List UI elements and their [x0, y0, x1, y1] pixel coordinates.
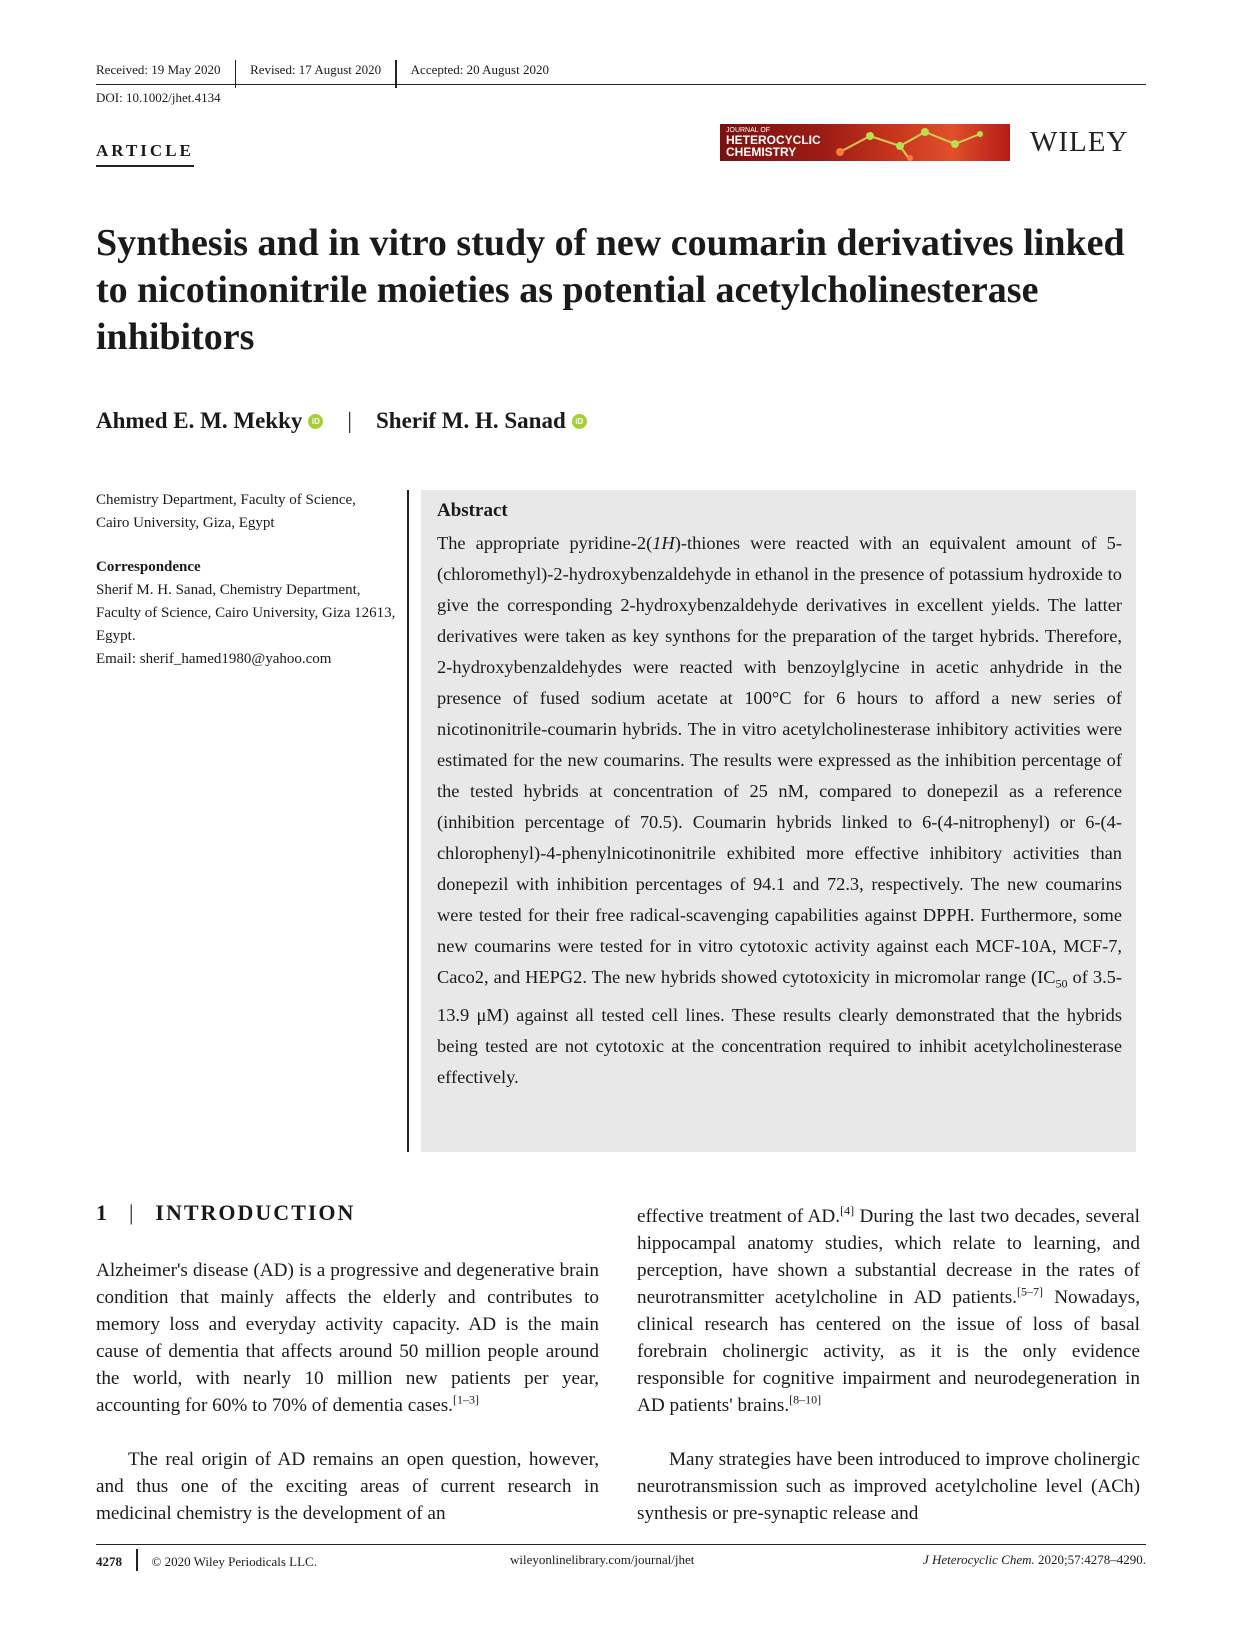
orcid-icon[interactable]: iD	[308, 414, 323, 429]
paragraph-text: Many strategies have been introduced to improve cholinergic neurotransmission such as improved acetylcholine level (ACh) synthesis or pre-synaptic release and	[637, 1449, 1140, 1524]
abstract-box	[421, 490, 1136, 1152]
body-paragraph	[637, 1203, 1140, 1419]
banner-line1: HETEROCYCLIC	[726, 133, 821, 147]
citation-ref[interactable]: [1–3]	[452, 1392, 479, 1407]
paragraph-text: Alzheimer's disease (AD) is a progressive and degenerative brain condition that mainly affects the elderly and contributes to memory loss and everyday activity capacity. AD is the main cause of dementia that affects around 50 million people around the world, with nearly 10 million new patients per year, accounting for 60% to 70% of dementia cases.	[96, 1260, 599, 1416]
article-type-label: ARTICLE	[96, 141, 194, 167]
correspondence-email[interactable]: Email: sherif_hamed1980@yahoo.com	[96, 651, 332, 667]
section-separator: |	[129, 1200, 136, 1225]
banner-line2: CHEMISTRY	[726, 145, 797, 159]
author-name[interactable]: Sherif M. H. Sanad	[375, 408, 566, 433]
page-number: 4278	[96, 1554, 122, 1569]
journal-url[interactable]: wileyonlinelibrary.com/journal/jhet	[510, 1552, 695, 1567]
abstract-heading: Abstract	[437, 500, 508, 521]
copyright: © 2020 Wiley Periodicals LLC.	[151, 1554, 317, 1569]
body-paragraph	[96, 1446, 599, 1527]
abstract-text-part: )-thiones were reacted with an equivalent amount of 5-(chloromethyl)-2-hydroxybenzaldehyde in ethanol in the presence of potassium hydroxide to give the corresponding 2-hydroxybenzaldehyde derivatives in excellent yields. The latter derivatives were taken as key synthons for the preparation of the target hybrids. Therefore, 2-hydroxybenzaldehydes were reacted with benzoylglycine in acetic anhydride in the presence of fused sodium acetate at 100°C for 6 hours to afford a new series of nicotinonitrile-coumarin hybrids. The in vitro acetylcholinesterase inhibitory activities were estimated for the new coumarins. The results were expressed as the inhibition percentage of the tested hybrids at concentration of 25 nM, compared to donepezil as a reference (inhibition percentage of 70.5). Coumarin hybrids linked to 6-(4-nitrophenyl) or 6-(4-chlorophenyl)-4-phenylnicotinonitrile exhibited more effective inhibitory activities than donepezil with inhibition percentages of 94.1 and 72.3, respectively. The new coumarins were tested for their free radical-scavenging capabilities against DPPH. Furthermore, some new coumarins were tested for in vitro cytotoxic activity against each MCF-10A, MCF-7, Caco2, and HEPG2. The new hybrids showed cytotoxicity in micromolar range (IC	[437, 533, 1122, 987]
publisher-logo[interactable]: WILEY	[1030, 126, 1129, 158]
journal-banner-logo[interactable]	[720, 124, 1010, 161]
citation-ref[interactable]: [4]	[840, 1203, 855, 1218]
abstract-divider	[407, 490, 409, 1152]
date-divider	[395, 60, 397, 88]
paragraph-text: Nowadays, clinical research has centered on the issue of loss of basal forebrain cholinergic activity, as it is the only evidence responsible for cognitive impairment and neurodegeneration in AD patients' brains.	[637, 1287, 1140, 1416]
received-date: Received: 19 May 2020	[96, 62, 221, 77]
revised-date: Revised: 17 August 2020	[250, 62, 382, 77]
citation-ref[interactable]: [8–10]	[789, 1392, 822, 1407]
abstract-text-part: of 3.5-13.9 μM) against all tested cell lines. These results clearly demonstrated that the hybrids being tested are not cytotoxic at the concentration required to inhibit acetylcholinesterase effectively.	[437, 967, 1122, 1087]
correspondence-text: Sherif M. H. Sanad, Chemistry Department, Faculty of Science, Cairo University, Giza 12613, Egypt.	[96, 582, 396, 644]
doi-link[interactable]: DOI: 10.1002/jhet.4134	[96, 90, 221, 105]
banner-small-text: JOURNAL OF	[726, 127, 771, 134]
paper-title: Synthesis and in vitro study of new coumarin derivatives linked to nicotinonitrile moieties as potential acetylcholinesterase inhibitors	[96, 222, 1125, 358]
body-paragraph	[96, 1257, 599, 1419]
footer-divider	[136, 1549, 138, 1571]
abstract-text	[437, 528, 1122, 1093]
author-list	[96, 408, 587, 434]
citation-journal: J Heterocyclic Chem.	[922, 1552, 1035, 1567]
author-name[interactable]: Ahmed E. M. Mekky	[96, 408, 303, 433]
orcid-icon[interactable]: iD	[572, 414, 587, 429]
paragraph-text: The real origin of AD remains an open question, however, and thus one of the exciting areas of current research in medicinal chemistry is the development of an	[96, 1449, 599, 1524]
body-paragraph	[637, 1446, 1140, 1527]
paragraph-text: During the last two decades, several hippocampal anatomy studies, which relate to learning, and perception, have shown a substantial decrease in the rates of neurotransmitter acetylcholine in AD patients.	[637, 1206, 1141, 1308]
abstract-subscript: 50	[1055, 976, 1068, 991]
section-title: INTRODUCTION	[155, 1200, 356, 1225]
section-number: 1	[96, 1200, 109, 1225]
accepted-date: Accepted: 20 August 2020	[410, 62, 549, 77]
section-heading	[96, 1200, 355, 1226]
correspondence-block	[96, 556, 396, 671]
citation	[923, 1552, 1146, 1568]
publication-dates	[96, 60, 1146, 85]
citation-details: 2020;57:4278–4290.	[1034, 1552, 1146, 1567]
correspondence-heading: Correspondence	[96, 559, 201, 575]
date-divider	[235, 60, 237, 88]
author-separator: |	[347, 408, 352, 433]
affiliation: Chemistry Department, Faculty of Science, Cairo University, Giza, Egypt	[96, 492, 356, 531]
citation-ref[interactable]: [5–7]	[1016, 1284, 1043, 1299]
abstract-text-part: The appropriate pyridine-2(	[437, 533, 653, 553]
page-footer	[96, 1544, 1146, 1573]
abstract-italic: 1H	[652, 533, 675, 553]
paragraph-text: effective treatment of AD.	[637, 1206, 841, 1227]
